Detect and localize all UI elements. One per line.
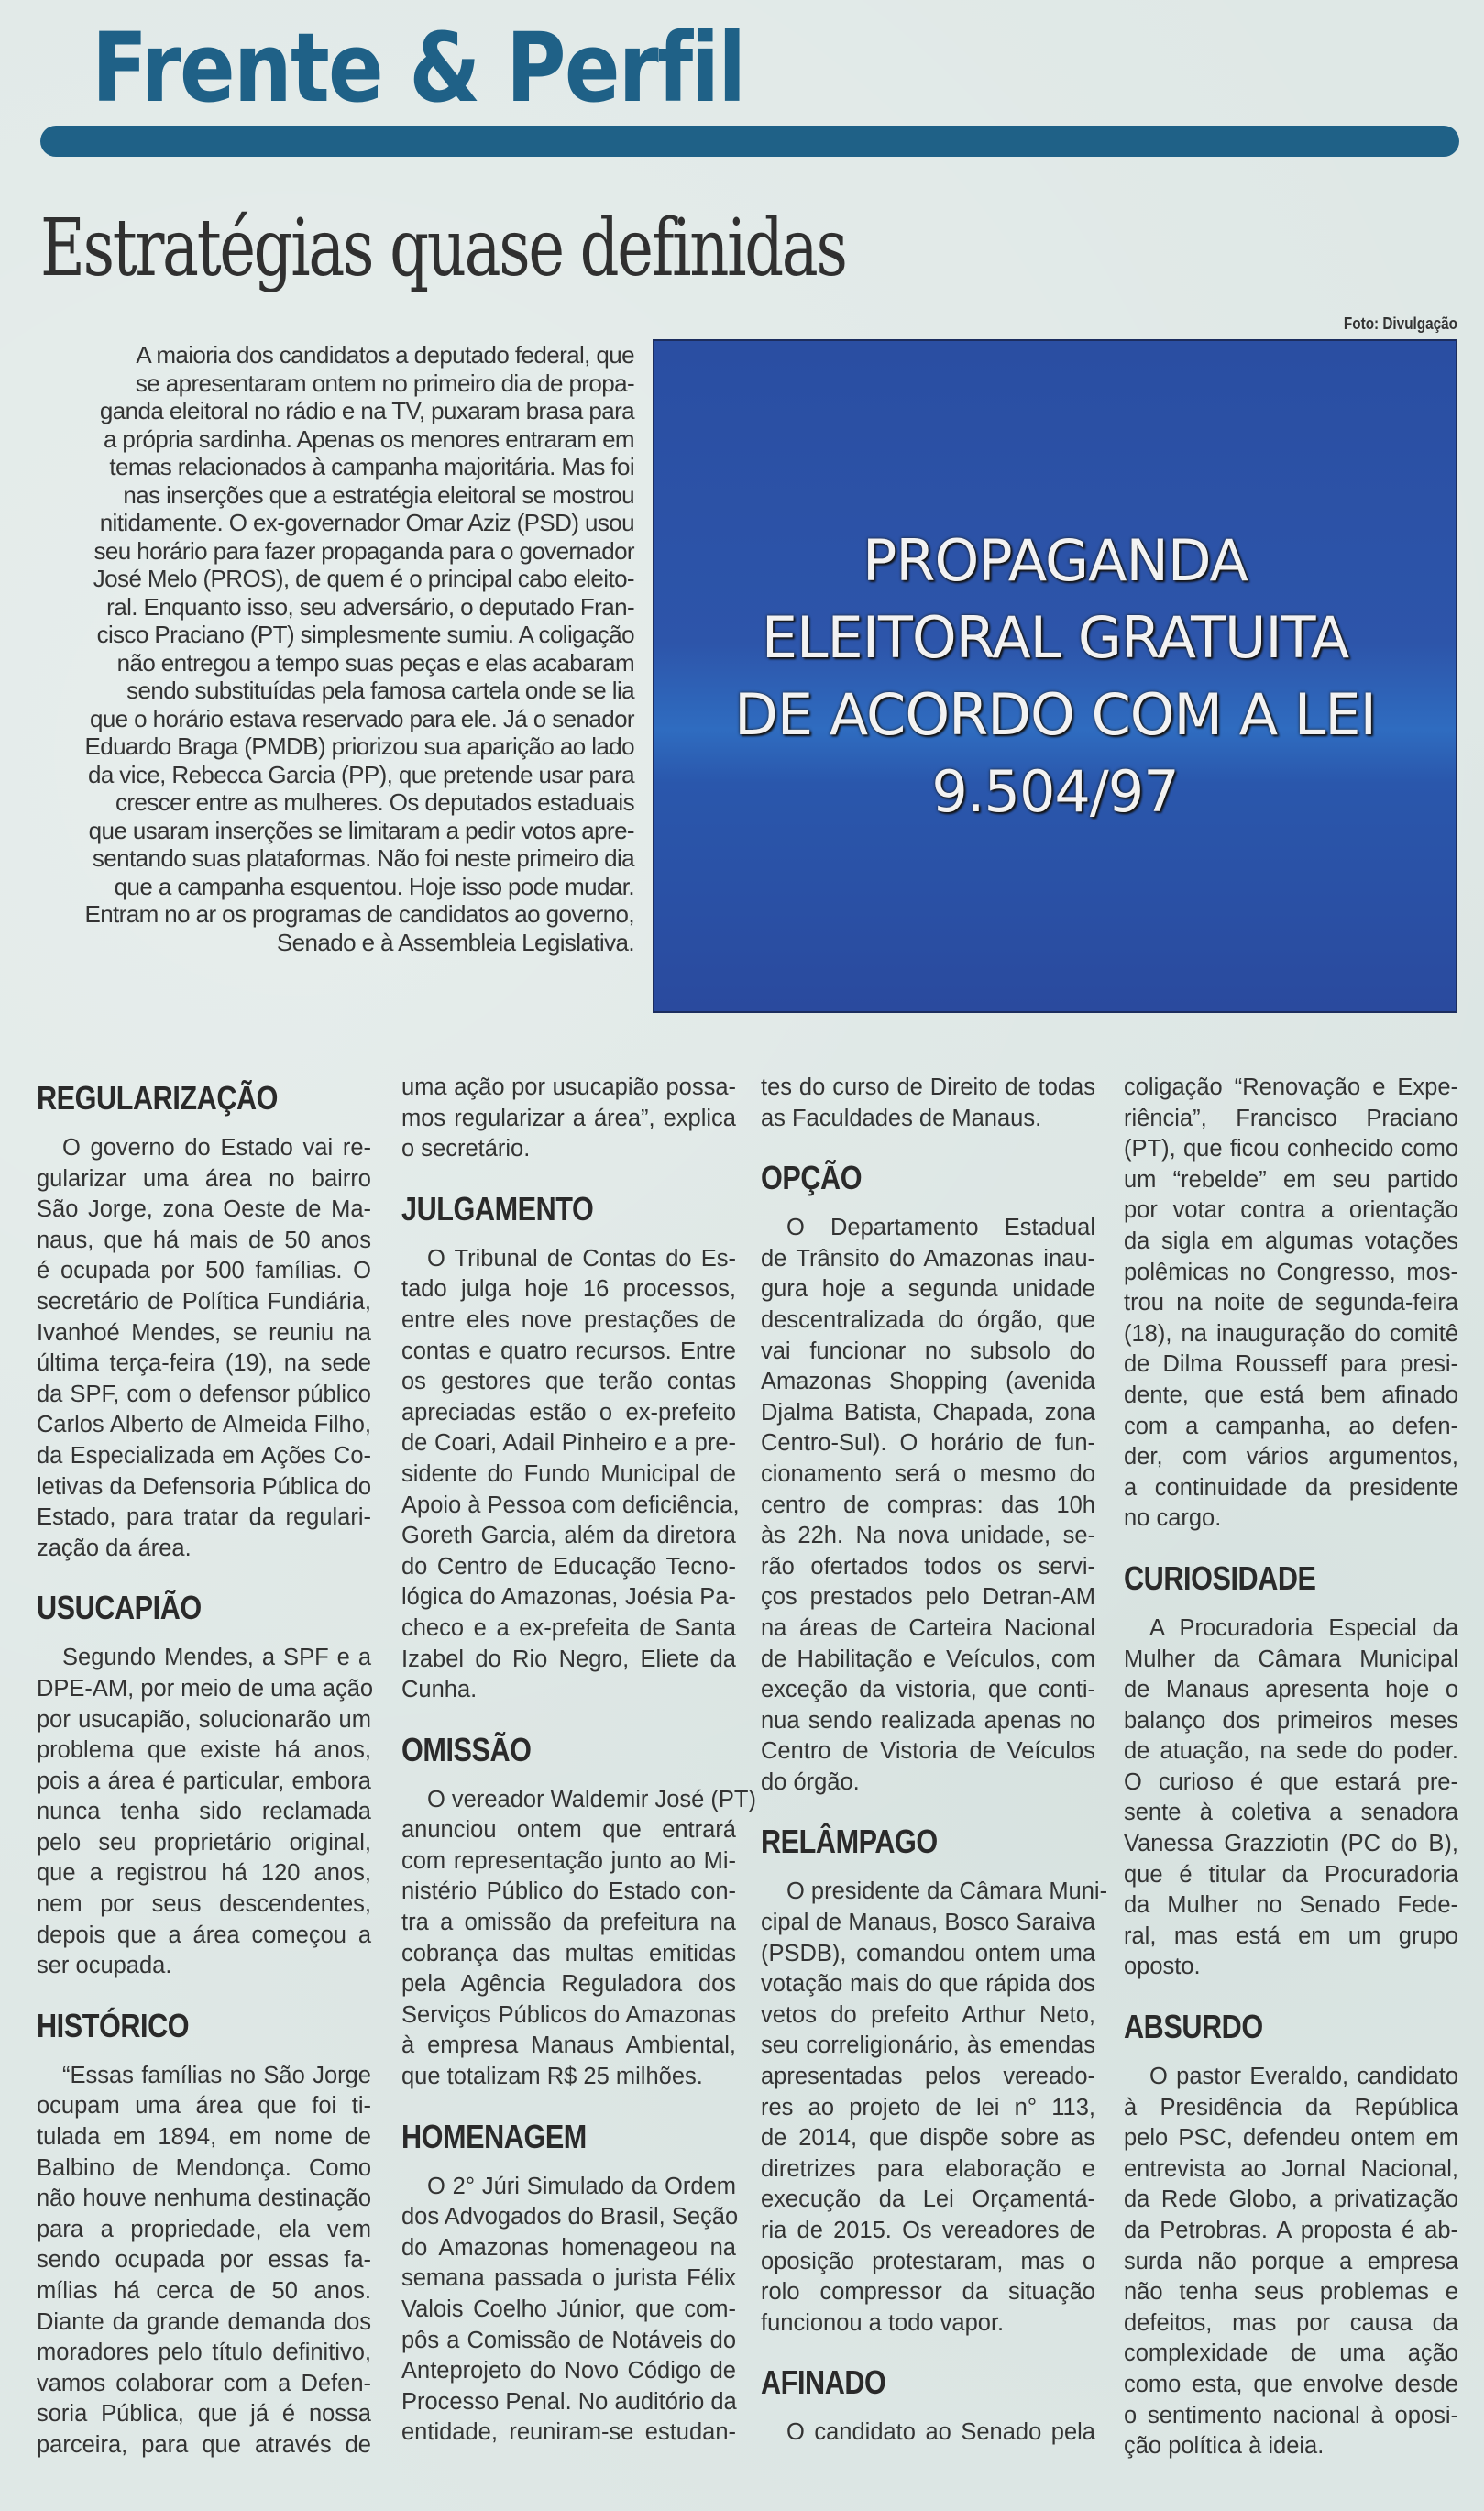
section-paragraph — [761, 1213, 1095, 1798]
paragraph-line: (PT), que ficou conhecido como — [1124, 1136, 1458, 1162]
lead-line: temas relacionados à campanha majoritária. Mas foi — [109, 453, 634, 480]
paragraph-line: da SPF, com o defensor público — [37, 1381, 371, 1407]
paragraph-line: tes do curso de Direito de todas — [761, 1074, 1095, 1100]
paragraph-line: oposição protestaram, mas o — [761, 2248, 1095, 2274]
paragraph-line: pelo PSC, defendeu ontem em — [1124, 2125, 1458, 2152]
section-heading: HISTÓRICO — [37, 2006, 190, 2044]
paragraph-line: de 2014, que dispõe sobre as — [761, 2125, 1095, 2152]
paragraph-line: de Trânsito do Amazonas inau- — [761, 1245, 1095, 1272]
section-paragraph — [37, 1133, 371, 1564]
paragraph-line: secretário de Política Fundiária, — [37, 1288, 371, 1315]
paragraph-line: do Amazonas homenageou na — [401, 2234, 736, 2261]
column-2 — [401, 1073, 756, 2449]
paragraph-line: os gestores que terão contas — [401, 1369, 736, 1395]
paragraph-line: complexidade de uma ação — [1124, 2340, 1458, 2367]
paragraph-line: de atuação, na sede do poder. — [1124, 1738, 1458, 1765]
paragraph-line: O pastor Everaldo, candidato — [1149, 2064, 1458, 2090]
paragraph-line: gura hoje a segunda unidade — [761, 1276, 1095, 1303]
paragraph-line: ser ocupada. — [37, 1953, 172, 1979]
paragraph-line: por usucapião, solucionarão um — [37, 1706, 371, 1733]
section-paragraph — [761, 1073, 1095, 1134]
lead-line: nitidamente. O ex-governador Omar Aziz (PSD) usou — [99, 509, 634, 536]
paragraph-line: no cargo. — [1124, 1505, 1222, 1532]
lead-line: nas inserções que a estratégia eleitoral se mostrou — [123, 480, 634, 509]
paragraph-line: Vanessa Grazziotin (PC do B), — [1124, 1831, 1458, 1857]
paragraph-line: pôs a Comissão de Notáveis do — [401, 2327, 736, 2353]
paragraph-line: checo e a ex-prefeita de Santa — [401, 1614, 736, 1641]
paragraph-line: que é titular da Procuradoria — [1124, 1861, 1458, 1888]
paragraph-line: tra a omissão da prefeitura na — [401, 1910, 736, 1936]
paragraph-line: Centro-Sul). O horário de fun- — [761, 1430, 1095, 1457]
paragraph-line: não tenha seus problemas e — [1124, 2279, 1458, 2306]
lead-line: ral. Enquanto isso, seu adversário, o deputado Fran- — [106, 592, 634, 621]
paragraph-line: Carlos Alberto de Almeida Filho, — [37, 1412, 371, 1438]
paragraph-line: entidade, reuniram-se estudan- — [401, 2419, 736, 2446]
paragraph-line: letivas da Defensoria Pública do — [37, 1473, 371, 1500]
section-paragraph — [1124, 2062, 1458, 2462]
paragraph-line: da Petrobras. A proposta é ab- — [1124, 2218, 1458, 2243]
paragraph-line: descentralizada do órgão, que — [761, 1306, 1095, 1333]
section-masthead-title: Frente & Perfil — [92, 12, 745, 124]
paragraph-line: um “rebelde” em seu partido — [1124, 1166, 1458, 1193]
paragraph-line: Apoio à Pessoa com deficiência, — [401, 1492, 740, 1518]
paragraph-line: naus, que há mais de 50 anos — [37, 1227, 371, 1253]
paragraph-line: ção política à ideia. — [1124, 2433, 1325, 2460]
paragraph-line: São Jorge, zona Oeste de Ma- — [37, 1196, 371, 1223]
paragraph-line: sidente do Fundo Municipal de — [401, 1460, 736, 1487]
paragraph-line: a continuidade da presidente — [1124, 1474, 1458, 1501]
paragraph-line: apresentadas pelos vereado- — [761, 2064, 1095, 2090]
paragraph-line: da Mulher no Senado Fede- — [1124, 1892, 1458, 1919]
paragraph-line: o secretário. — [401, 1136, 531, 1162]
paragraph-line: da Especializada em Ações Co- — [37, 1442, 371, 1469]
paragraph-line: votação mais do que rápida dos — [761, 1971, 1095, 1998]
photo-caption-line: DE ACORDO COM A LEI — [734, 680, 1376, 748]
paragraph-line: Cunha. — [401, 1677, 478, 1703]
paragraph-line: entrevista ao Jornal Nacional, — [1124, 2155, 1458, 2182]
paragraph-line: O candidato ao Senado pela — [786, 2419, 1095, 2446]
paragraph-line: “Essas famílias no São Jorge — [62, 2062, 371, 2088]
section-paragraph — [761, 2417, 1095, 2449]
section-heading: OPÇÃO — [761, 1159, 863, 1197]
paragraph-line: (PSDB), comandou ontem uma — [761, 1940, 1095, 1966]
paragraph-line: Valois Coelho Júnior, que com- — [401, 2296, 736, 2322]
lead-line: que a campanha esquentou. Hoje isso pode mudar. — [114, 872, 634, 900]
section-paragraph — [1124, 1613, 1458, 1983]
paragraph-line: as Faculdades de Manaus. — [761, 1105, 1042, 1131]
paragraph-line: (18), na inauguração do comitê — [1124, 1320, 1458, 1347]
paragraph-line: soria Pública, que já é nossa — [37, 2401, 371, 2428]
section-paragraph — [1124, 1073, 1458, 1535]
lead-line: não entregou a tempo suas peças e elas acabaram — [116, 648, 634, 677]
paragraph-line: pelo seu proprietário original, — [37, 1829, 371, 1856]
paragraph-line: zação da área. — [37, 1535, 192, 1561]
paragraph-line: com a campanha, ao defen- — [1124, 1413, 1458, 1439]
lead-line: Senado e à Assembleia Legislativa. — [276, 928, 634, 956]
lead-line: que o horário estava reservado para ele. Já o senador — [89, 704, 634, 732]
lead-line: sendo substituídas pela famosa cartela onde se lia — [126, 677, 634, 704]
paragraph-line: pela Agência Reguladora dos — [401, 1971, 736, 1998]
paragraph-line: é ocupada por 500 famílias. O — [37, 1258, 371, 1284]
lead-line: crescer entre as mulheres. Os deputados estaduais — [115, 788, 634, 816]
paragraph-line: mílias há cerca de 50 anos. — [37, 2278, 371, 2304]
paragraph-line: Diante da grande demanda dos — [37, 2308, 371, 2335]
paragraph-line: Amazonas Shopping (avenida — [761, 1369, 1095, 1395]
paragraph-line: coligação “Renovação e Expe- — [1124, 1074, 1458, 1100]
photo-caption-line: ELEITORAL GRATUITA — [761, 603, 1349, 671]
paragraph-line: ços prestados pelo Detran-AM — [761, 1584, 1095, 1611]
paragraph-line: como esta, que envolve desde — [1124, 2371, 1458, 2397]
lead-paragraph — [48, 341, 634, 956]
lead-line: ganda eleitoral no rádio e na TV, puxaram brasa para — [99, 397, 634, 424]
paragraph-line: apreciadas estão o ex-prefeito — [401, 1399, 736, 1426]
paragraph-line: nunca tenha sido reclamada — [37, 1799, 371, 1825]
paragraph-line: de Dilma Rousseff para presi- — [1124, 1351, 1458, 1378]
paragraph-line: Processo Penal. No auditório da — [401, 2388, 737, 2415]
paragraph-line: nua sendo realizada apenas no — [761, 1707, 1095, 1734]
paragraph-line: do Centro de Educação Tecno- — [401, 1553, 736, 1580]
lead-line: se apresentaram ontem no primeiro dia de propa- — [135, 369, 634, 397]
paragraph-line: Anteprojeto do Novo Código de — [401, 2358, 736, 2384]
paragraph-line: cipal de Manaus, Bosco Saraiva — [761, 1910, 1095, 1936]
lead-line: A maioria dos candidatos a deputado federal, que — [136, 341, 634, 369]
paragraph-line: rolo compressor da situação — [761, 2279, 1095, 2306]
paragraph-line: ral, mas está em um grupo — [1124, 1922, 1458, 1949]
paragraph-line: surda não porque a empresa — [1124, 2248, 1458, 2274]
paragraph-line: funcionou a todo vapor. — [761, 2309, 1005, 2336]
column-1 — [37, 1073, 374, 2461]
section-heading: RELÂMPAGO — [761, 1823, 938, 1861]
paragraph-line: pois a área é particular, embora — [37, 1768, 371, 1794]
section-paragraph — [401, 2172, 739, 2449]
paragraph-line: seu correligionário, às emendas — [761, 2032, 1095, 2059]
paragraph-line: sente à coletiva a senadora — [1124, 1800, 1458, 1826]
paragraph-line: Djalma Batista, Chapada, zona — [761, 1399, 1095, 1426]
paragraph-line: nem por seus descendentes, — [37, 1891, 371, 1918]
paragraph-line: semana passada o jurista Félix — [401, 2265, 736, 2292]
lead-line: a própria sardinha. Apenas os menores entraram em — [103, 424, 634, 453]
paragraph-line: ria de 2015. Os vereadores de — [761, 2218, 1095, 2243]
paragraph-line: Segundo Mendes, a SPF e a — [62, 1645, 371, 1671]
paragraph-line: moradores pelo título definitivo, — [37, 2340, 371, 2366]
paragraph-line: Mulher da Câmara Municipal — [1124, 1646, 1458, 1672]
paragraph-line: anunciou ontem que entrará — [401, 1817, 736, 1844]
section-paragraph — [37, 1643, 374, 1982]
paragraph-line: Goreth Garcia, além da diretora — [401, 1523, 736, 1549]
paragraph-line: da sigla em algumas votações — [1124, 1228, 1458, 1254]
paragraph-line: O governo do Estado vai re- — [62, 1135, 371, 1161]
paragraph-line: mos regularizar a área”, explica — [401, 1105, 736, 1131]
paragraph-line: O presidente da Câmara Muni- — [786, 1878, 1108, 1905]
section-heading: ABSURDO — [1124, 2008, 1263, 2046]
paragraph-line: oposto. — [1124, 1954, 1201, 1980]
paragraph-line: defeitos, mas por causa da — [1124, 2309, 1458, 2336]
paragraph-line: nistério Público do Estado con- — [401, 1878, 736, 1905]
paragraph-line: não houve nenhuma destinação — [37, 2186, 371, 2212]
lead-line: Entram no ar os programas de candidatos ao governo, — [84, 900, 634, 928]
paragraph-line: riência”, Francisco Praciano — [1124, 1105, 1458, 1131]
paragraph-line: com representação junto ao Mi- — [401, 1847, 736, 1874]
section-paragraph — [37, 2061, 371, 2461]
lead-line: seu horário para fazer propaganda para o governador — [93, 536, 634, 565]
paragraph-line: O vereador Waldemir José (PT) — [427, 1786, 756, 1812]
paragraph-line: na áreas de Carteira Nacional — [761, 1614, 1095, 1641]
lead-line: sentando suas plataformas. Não foi neste primeiro dia — [92, 844, 634, 872]
paragraph-line: uma ação por usucapião possa- — [401, 1074, 736, 1100]
paragraph-line: da Rede Globo, a privatização — [1124, 2186, 1458, 2213]
section-heading: OMISSÃO — [401, 1730, 532, 1768]
lead-line: José Melo (PROS), de quem é o principal cabo eleito- — [93, 565, 634, 592]
paragraph-line: que a registrou há 120 anos, — [37, 1860, 371, 1887]
paragraph-line: que totalizam R$ 25 milhões. — [401, 2064, 703, 2090]
paragraph-line: do órgão. — [761, 1768, 860, 1795]
masthead-bar — [40, 126, 1459, 157]
section-paragraph — [401, 1244, 740, 1706]
paragraph-line: à Presidência da República — [1124, 2094, 1458, 2120]
paragraph-line: o sentimento nacional à oposi- — [1124, 2402, 1458, 2428]
lead-line: que usaram inserções se limitaram a pedir votos apre- — [88, 816, 634, 844]
paragraph-line: dos Advogados do Brasil, Seção — [401, 2204, 739, 2230]
paragraph-line: vamos colaborar com a Defen- — [37, 2370, 371, 2396]
paragraph-line: de Habilitação e Veículos, com — [761, 1646, 1095, 1672]
paragraph-line: sendo ocupada por essas fa- — [37, 2247, 371, 2274]
paragraph-line: cobrança das multas emitidas — [401, 1940, 736, 1966]
lead-line: Eduardo Braga (PMDB) priorizou sua aparição ao lado — [84, 732, 634, 760]
paragraph-line: balanço dos primeiros meses — [1124, 1707, 1458, 1734]
paragraph-line: às 22h. Na nova unidade, se- — [761, 1523, 1095, 1549]
paragraph-line: vai funcionar no subsolo do — [761, 1338, 1095, 1364]
paragraph-line: DPE-AM, por meio de uma ação — [37, 1675, 374, 1702]
paragraph-line: parceira, para que através de — [37, 2431, 371, 2458]
section-heading: USUCAPIÃO — [37, 1589, 202, 1627]
paragraph-line: rão ofertados todos os servi- — [761, 1553, 1095, 1580]
paragraph-line: A Procuradoria Especial da — [1149, 1614, 1458, 1641]
paragraph-line: Izabel do Rio Negro, Eliete da — [401, 1646, 736, 1672]
paragraph-line: problema que existe há anos, — [37, 1737, 371, 1764]
paragraph-line: tulada em 1894, em nome de — [37, 2124, 371, 2151]
paragraph-line: à empresa Manaus Ambiental, — [401, 2032, 736, 2059]
article-photo — [653, 339, 1457, 1013]
lead-line: cisco Praciano (PT) simplesmente sumiu. A coligação — [96, 621, 634, 648]
paragraph-line: ocupam uma área que foi ti- — [37, 2093, 371, 2120]
paragraph-line: O Tribunal de Contas do Es- — [427, 1245, 736, 1272]
paragraph-line: trou na noite de segunda-feira — [1124, 1290, 1458, 1316]
paragraph-line: centro de compras: das 10h — [761, 1492, 1095, 1518]
section-paragraph — [401, 1073, 736, 1165]
section-heading: AFINADO — [761, 2363, 886, 2402]
paragraph-line: de Manaus apresenta hoje o — [1124, 1677, 1458, 1703]
paragraph-line: dente, que está bem afinado — [1124, 1382, 1458, 1408]
paragraph-line: de Coari, Adail Pinheiro e a pre- — [401, 1430, 736, 1457]
paragraph-line: O curioso é que estará pre- — [1124, 1768, 1458, 1795]
section-heading: HOMENAGEM — [401, 2117, 587, 2155]
section-heading: JULGAMENTO — [401, 1189, 594, 1228]
paragraph-line: Balbino de Mendonça. Como — [37, 2154, 371, 2181]
section-heading: CURIOSIDADE — [1124, 1558, 1316, 1597]
paragraph-line: cionamento será o mesmo do — [761, 1460, 1095, 1487]
paragraph-line: gularizar uma área no bairro — [37, 1165, 371, 1192]
paragraph-line: por votar contra a orientação — [1124, 1197, 1458, 1224]
column-4 — [1124, 1073, 1458, 2488]
paragraph-line: der, com vários argumentos, — [1124, 1444, 1458, 1470]
paragraph-line: depois que a área começou a — [37, 1922, 371, 1948]
paragraph-line: polêmicas no Congresso, mos- — [1124, 1259, 1458, 1285]
paragraph-line: contas e quatro recursos. Entre — [401, 1338, 736, 1364]
section-paragraph — [761, 1877, 1108, 2339]
lead-line: da vice, Rebecca Garcia (PP), que pretende usar para — [87, 760, 634, 788]
paragraph-line: lógica do Amazonas, Joésia Pa- — [401, 1584, 736, 1611]
paragraph-line: Serviços Públicos do Amazonas — [401, 2001, 736, 2028]
section-paragraph — [401, 1785, 756, 2093]
photo-credit: Foto: Divulgação — [1343, 314, 1457, 333]
paragraph-line: diretrizes para elaboração e — [761, 2155, 1095, 2182]
paragraph-line: para a propriedade, ela vem — [37, 2216, 371, 2242]
paragraph-line: O Departamento Estadual — [786, 1215, 1095, 1241]
paragraph-line: exceção da vistoria, que conti- — [761, 1677, 1095, 1703]
paragraph-line: O 2° Júri Simulado da Ordem — [427, 2173, 736, 2199]
paragraph-line: Estado, para tratar da regulari- — [37, 1504, 371, 1531]
column-3 — [761, 1073, 1108, 2449]
paragraph-line: tado julga hoje 16 processos, — [401, 1276, 736, 1303]
paragraph-line: última terça-feira (19), na sede — [37, 1350, 371, 1377]
photo-caption-line: 9.504/97 — [931, 757, 1179, 825]
paragraph-line: Centro de Vistoria de Veículos — [761, 1738, 1095, 1765]
paragraph-line: Ivanhoé Mendes, se reuniu na — [37, 1319, 371, 1346]
paragraph-line: res ao projeto de lei n° 113, — [761, 2094, 1095, 2120]
paragraph-line: entre eles nove prestações de — [401, 1306, 736, 1333]
photo-caption-line: PROPAGANDA — [863, 526, 1248, 594]
paragraph-line: execução da Lei Orçamentá- — [761, 2186, 1095, 2213]
paragraph-line: vetos do prefeito Arthur Neto, — [761, 2001, 1095, 2028]
article-headline: Estratégias quase definidas — [40, 203, 846, 294]
section-heading: REGULARIZAÇÃO — [37, 1079, 279, 1117]
